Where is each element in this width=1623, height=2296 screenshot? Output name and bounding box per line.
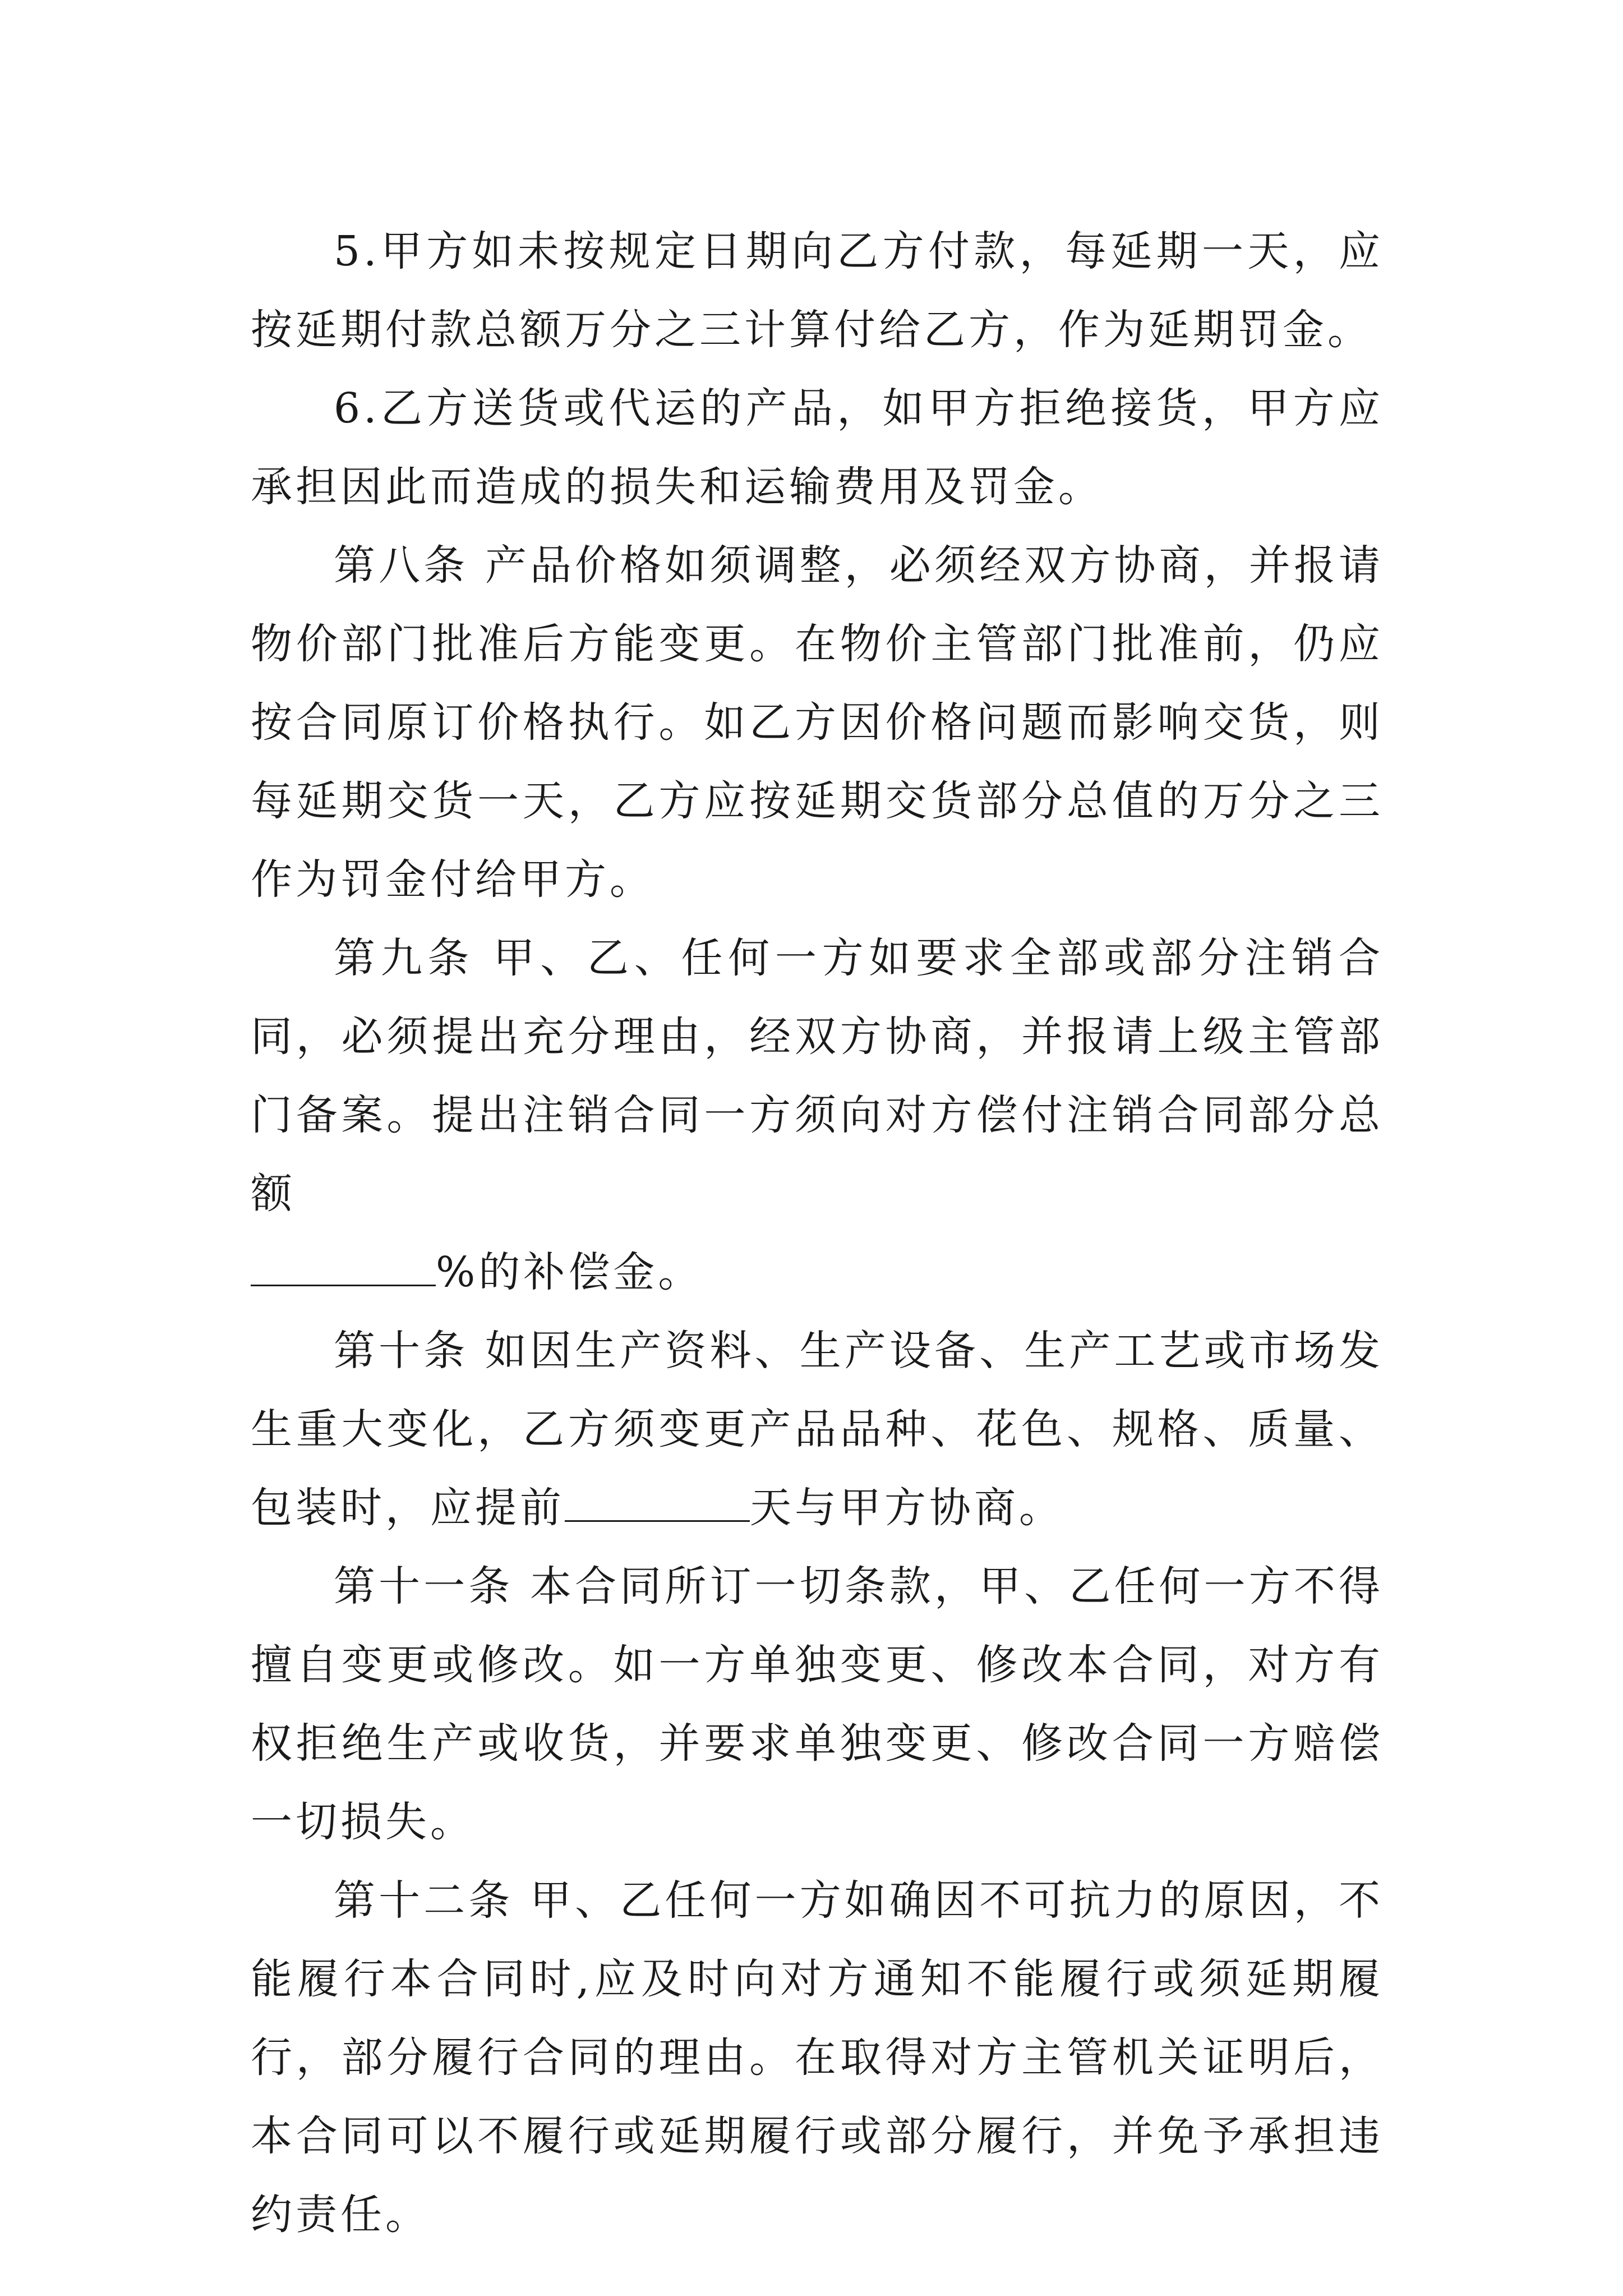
article-11-text: 第十一条 本合同所订一切条款，甲、乙任何一方不得擅自变更或修改。如一方单独变更、修改本合同，对方有权拒绝生产或收货，并要求单独变更、修改合同一方赔偿一切损失。	[251, 1562, 1384, 1846]
article-8-text: 第八条 产品价格如须调整，必须经双方协商，并报请物价部门批准后方能变更。在物价主管部门批准前，仍应按合同原订价格执行。如乙方因价格问题而影响交货，则每延期交货一天，乙方应按延期交货部分总值的万分之三作为罚金付给甲方。	[251, 541, 1384, 904]
clause-6	[251, 369, 1384, 526]
article-12	[251, 1861, 1384, 2254]
article-10-text-after: 天与甲方协商。	[750, 1484, 1064, 1532]
article-12-text: 第十二条 甲、乙任何一方如确因不可抗力的原因，不能履行本合同时,应及时向对方通知不能履行或须延期履行，部分履行合同的理由。在取得对方主管机关证明后，本合同可以不履行或延期履行或部分履行，并免予承担违约责任。	[251, 1876, 1384, 2239]
clause-5	[251, 212, 1384, 369]
compensation-percent-blank[interactable]	[251, 1245, 436, 1286]
article-9-text-before: 第九条 甲、乙、任何一方如要求全部或部分注销合同，必须提出充分理由，经双方协商，并报请上级主管部门备案。提出注销合同一方须向对方偿付注销合同部分总额	[251, 934, 1384, 1218]
article-10	[251, 1312, 1384, 1547]
article-9	[251, 919, 1384, 1312]
clause-6-text: 6.乙方送货或代运的产品，如甲方拒绝接货，甲方应承担因此而造成的损失和运输费用及罚金。	[251, 384, 1384, 511]
article-8	[251, 526, 1384, 919]
clause-5-text: 5.甲方如未按规定日期向乙方付款，每延期一天，应按延期付款总额万分之三计算付给乙方，作为延期罚金。	[251, 227, 1384, 354]
contract-body	[251, 212, 1384, 2254]
notice-days-blank[interactable]	[565, 1481, 750, 1522]
article-10-text-before: 第十条 如因生产资料、生产设备、生产工艺或市场发生重大变化，乙方须变更产品品种、花色、规格、质量、包装时，应提前	[251, 1327, 1384, 1532]
article-9-text-after: %的补偿金。	[436, 1248, 703, 1296]
article-11	[251, 1547, 1384, 1861]
